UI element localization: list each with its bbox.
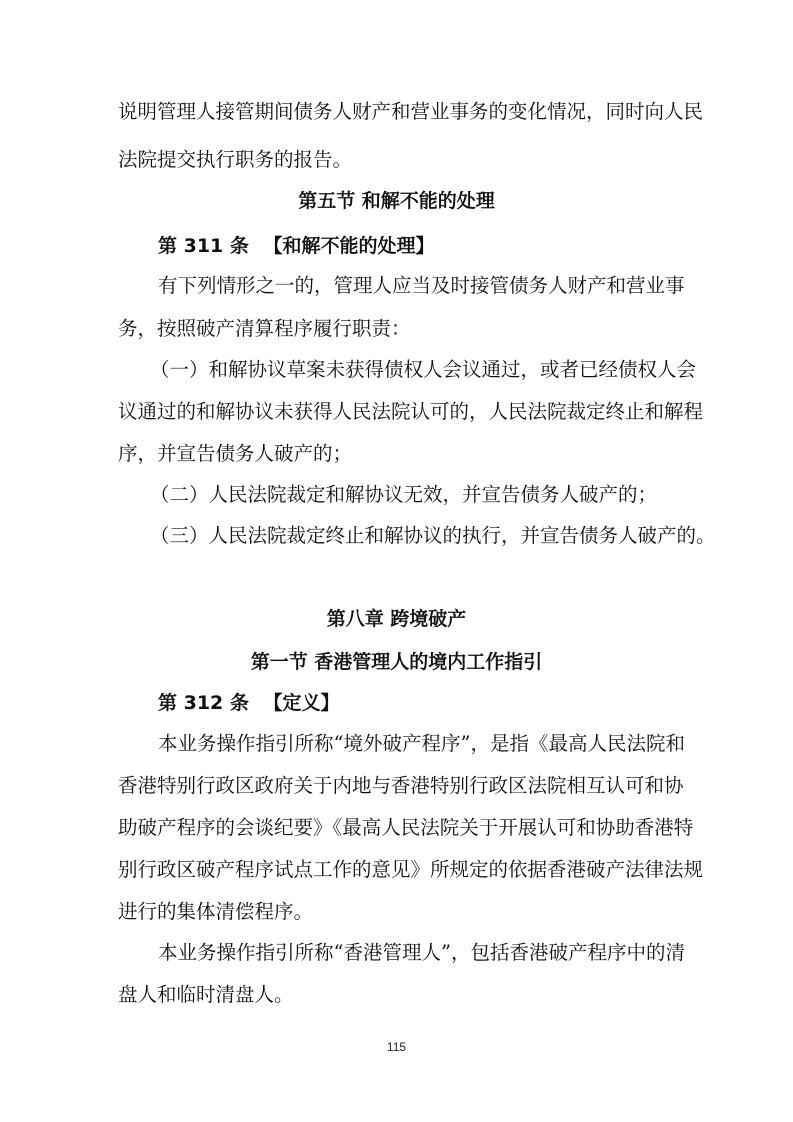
article-title: 【和解不能的处理】	[263, 235, 435, 257]
article-heading	[158, 689, 674, 717]
body-line: 法院提交执行职务的报告。	[118, 148, 353, 171]
body-line: 香港特别行政区政府关于内地与香港特别行政区法院相互认可和协	[118, 774, 684, 797]
body-line: 本业务操作指引所称“香港管理人”，包括香港破产程序中的清	[158, 941, 685, 964]
list-item-line: 序，并宣告债务人破产的；	[118, 442, 353, 465]
body-line: 务，按照破产清算程序履行职责：	[118, 317, 411, 340]
body-line: 盘人和临时清盘人。	[118, 983, 294, 1006]
chapter-heading: 第八章 跨境破产	[326, 608, 467, 630]
article-title: 【定义】	[263, 692, 340, 714]
body-line: 有下列情形之一的，管理人应当及时接管债务人财产和营业事	[158, 274, 685, 297]
list-item: （三）人民法院裁定终止和解协议的执行，并宣告债务人破产的。	[150, 524, 716, 547]
body-line: 说明管理人接管期间债务人财产和营业事务的变化情况，同时向人民	[118, 100, 704, 123]
list-item-line: （一）和解协议草案未获得债权人会议通过，或者已经债权人会	[150, 358, 697, 381]
article-heading	[158, 232, 674, 260]
article-number: 第 311 条	[158, 235, 249, 257]
body-line: 助破产程序的会谈纪要》《最高人民法院关于开展认可和协助香港特	[118, 816, 694, 839]
body-line: 进行的集体清偿程序。	[118, 900, 314, 923]
list-item: （二）人民法院裁定和解协议无效，并宣告债务人破产的；	[150, 483, 658, 506]
page-number: 115	[386, 1040, 407, 1054]
body-line: 本业务操作指引所称“境外破产程序”，是指《最高人民法院和	[158, 732, 685, 755]
list-item-line: 议通过的和解协议未获得人民法院认可的，人民法院裁定终止和解程	[118, 400, 704, 423]
section-heading: 第五节 和解不能的处理	[298, 190, 495, 212]
section-heading: 第一节 香港管理人的境内工作指引	[250, 651, 543, 673]
article-number: 第 312 条	[158, 692, 249, 714]
body-line: 别行政区破产程序试点工作的意见》所规定的依据香港破产法律法规	[118, 858, 704, 881]
